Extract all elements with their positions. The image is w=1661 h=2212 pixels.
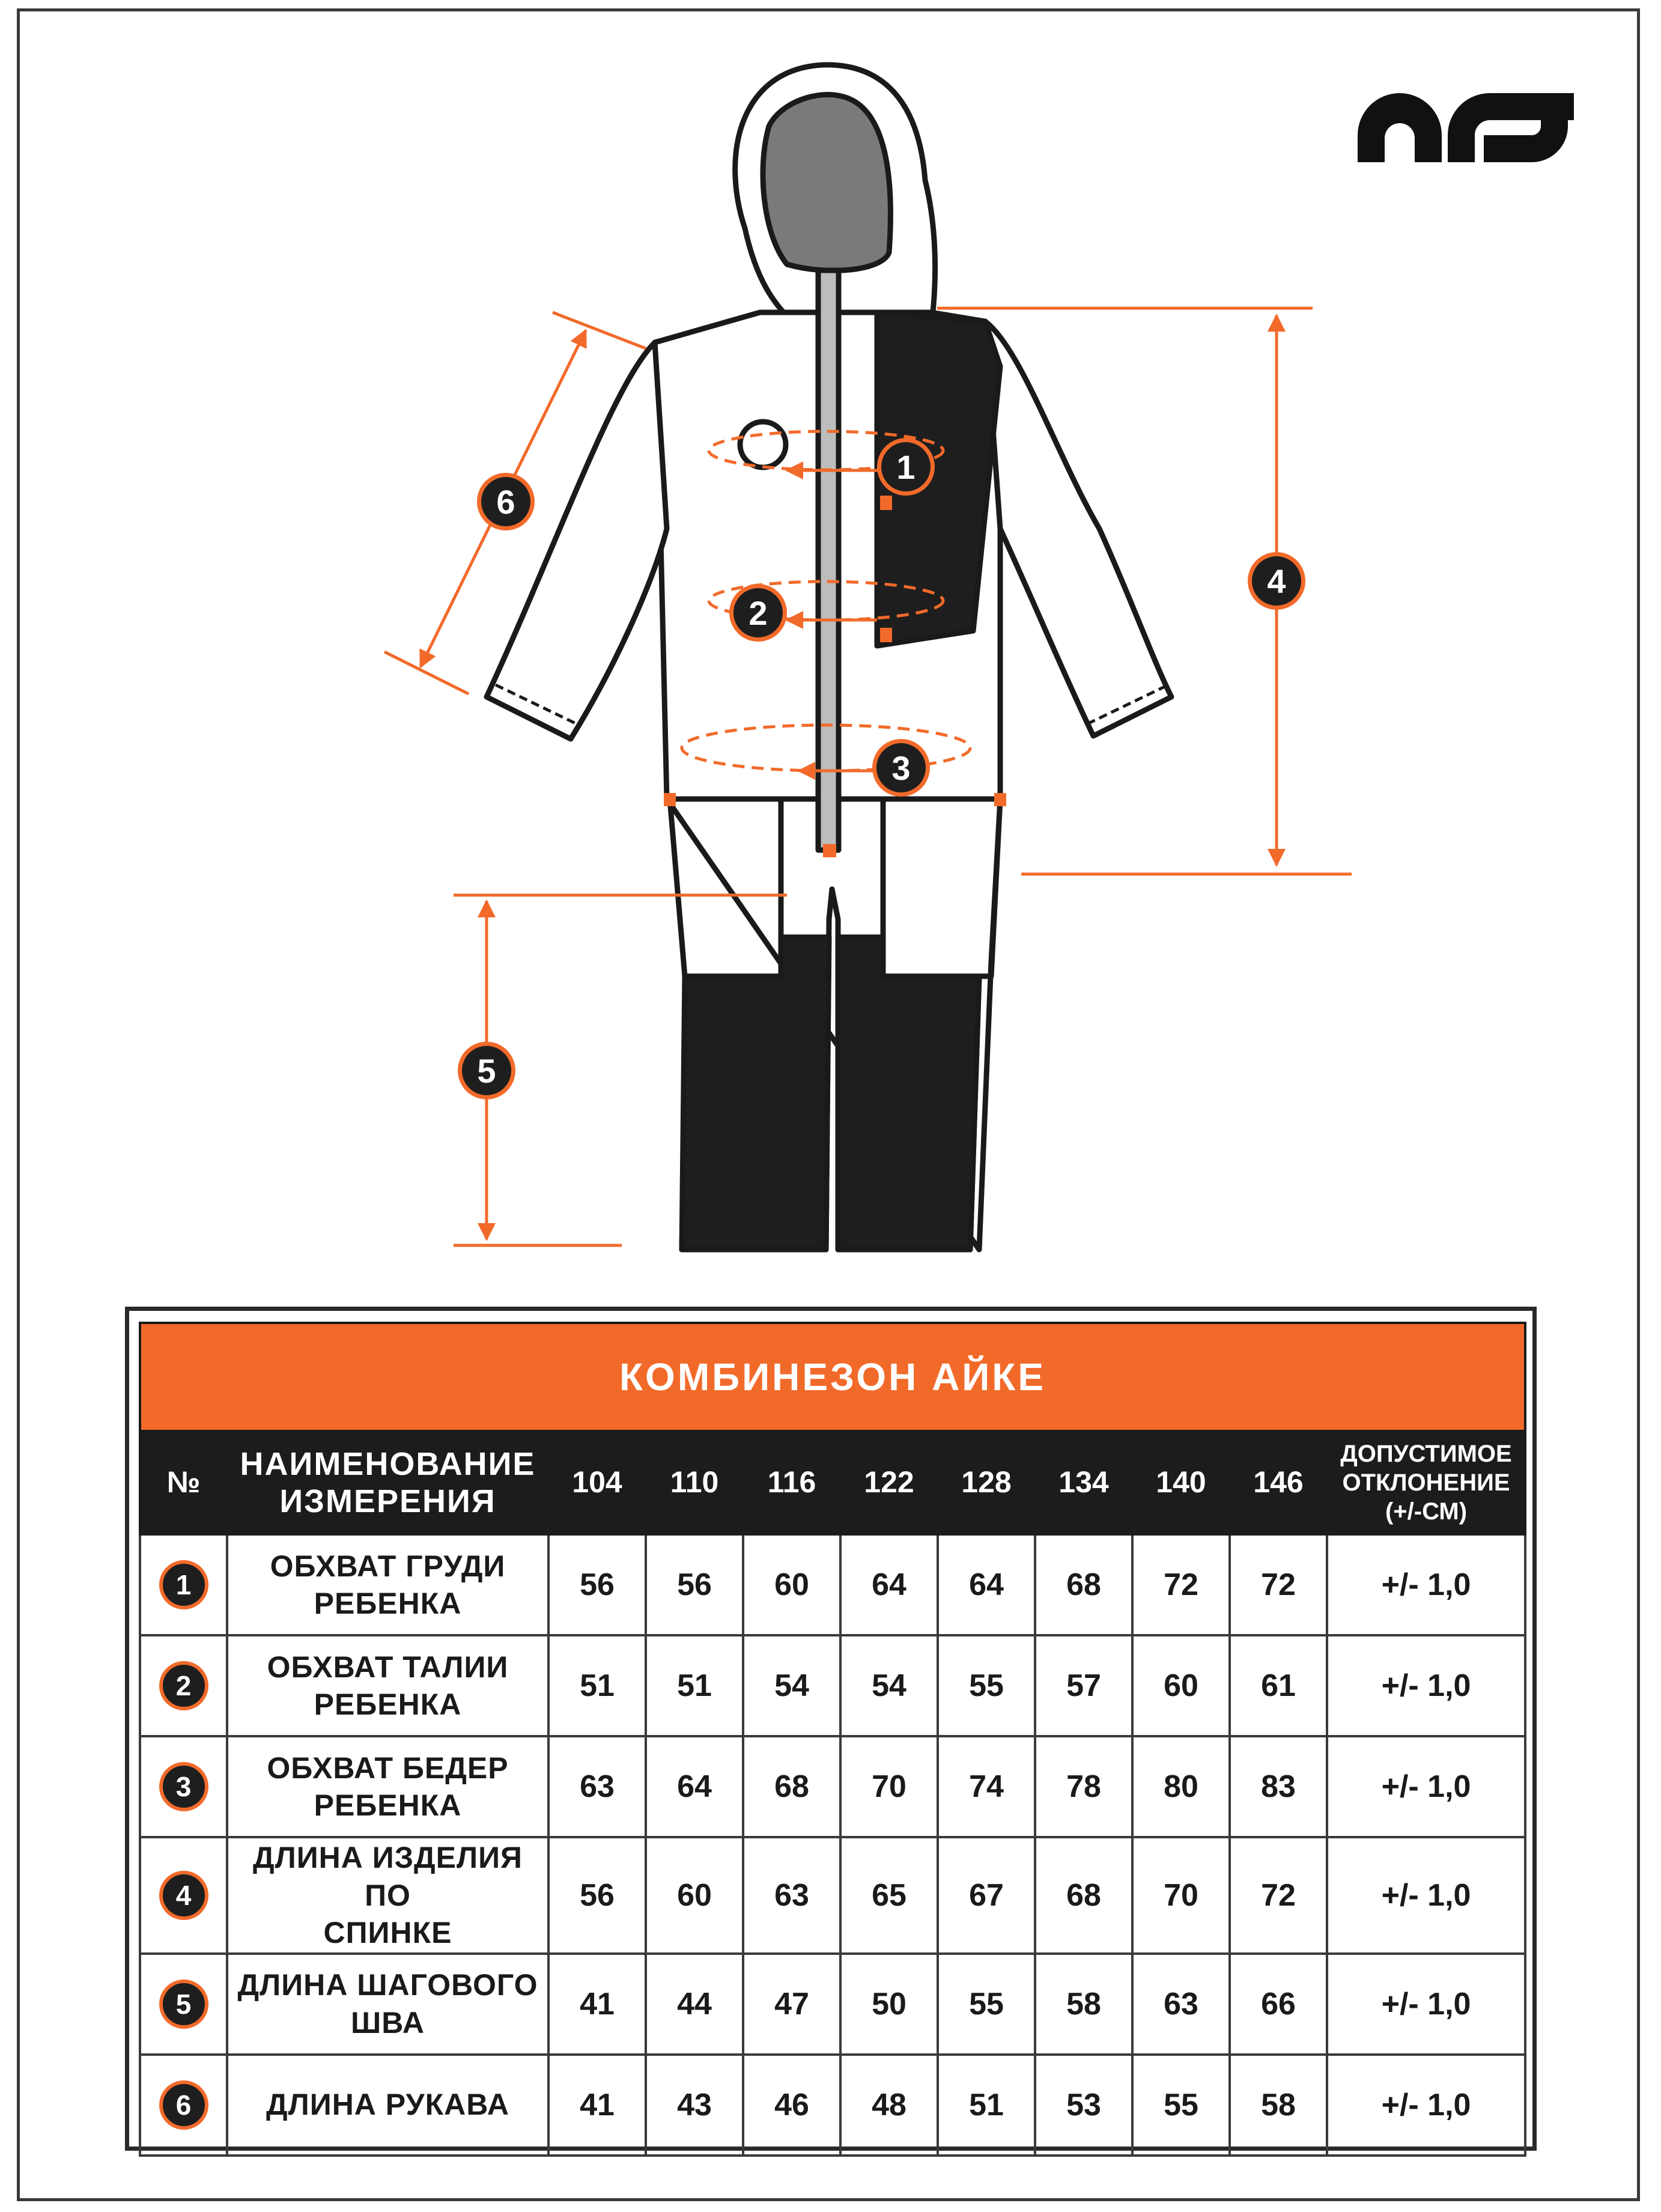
measurement-name-line: ОБХВАТ БЕДЕР xyxy=(267,1751,509,1785)
table-row xyxy=(140,1635,1525,1736)
header-size: 104 xyxy=(548,1431,646,1534)
row-number-badge: 4 xyxy=(159,1871,208,1920)
table-row xyxy=(140,1736,1525,1837)
measurement-marker-6: 6 xyxy=(477,473,535,530)
row-number xyxy=(140,2055,227,2156)
size-value: 56 xyxy=(646,1534,743,1635)
size-value: 72 xyxy=(1230,1534,1327,1635)
table-row xyxy=(140,1954,1525,2055)
table-row xyxy=(140,1837,1525,1954)
tolerance-value: +/- 1,0 xyxy=(1327,1837,1525,1954)
size-value: 68 xyxy=(1035,1534,1132,1635)
size-value: 60 xyxy=(743,1534,840,1635)
size-table xyxy=(139,1322,1526,2157)
size-value: 51 xyxy=(548,1635,646,1736)
size-value: 63 xyxy=(1132,1954,1230,2055)
size-value: 51 xyxy=(646,1635,743,1736)
row-number-badge: 3 xyxy=(159,1762,208,1811)
tolerance-value: +/- 1,0 xyxy=(1327,1736,1525,1837)
size-value: 68 xyxy=(1035,1837,1132,1954)
measurement-name xyxy=(227,2055,548,2156)
measurement-name-line: ШВА xyxy=(351,2005,425,2040)
size-value: 46 xyxy=(743,2055,840,2156)
size-value: 70 xyxy=(840,1736,938,1837)
measurement-marker-1: 1 xyxy=(877,438,935,496)
header-size: 110 xyxy=(646,1431,743,1534)
measurement-name xyxy=(227,1534,548,1635)
size-value: 43 xyxy=(646,2055,743,2156)
header-size: 146 xyxy=(1230,1431,1327,1534)
measurement-name-line: ДЛИНА ИЗДЕЛИЯ ПО xyxy=(253,1841,523,1912)
header-size: 134 xyxy=(1035,1431,1132,1534)
measurement-name-line: ДЛИНА РУКАВА xyxy=(266,2088,509,2122)
size-value: 48 xyxy=(840,2055,938,2156)
measurement-name-line: ДЛИНА ШАГОВОГО xyxy=(237,1968,538,2002)
size-value: 56 xyxy=(548,1534,646,1635)
measurement-name xyxy=(227,1736,548,1837)
measurement-name-line: РЕБЕНКА xyxy=(314,1788,462,1822)
measurement-marker-5: 5 xyxy=(458,1042,515,1099)
size-value: 64 xyxy=(938,1534,1035,1635)
tolerance-value: +/- 1,0 xyxy=(1327,1635,1525,1736)
row-number xyxy=(140,1837,227,1954)
row-number xyxy=(140,1534,227,1635)
row-number xyxy=(140,1954,227,2055)
header-number: № xyxy=(140,1431,227,1534)
size-value: 50 xyxy=(840,1954,938,2055)
size-value: 64 xyxy=(646,1736,743,1837)
row-number-badge: 2 xyxy=(159,1661,208,1710)
size-value: 78 xyxy=(1035,1736,1132,1837)
size-value: 68 xyxy=(743,1736,840,1837)
size-value: 53 xyxy=(1035,2055,1132,2156)
size-value: 67 xyxy=(938,1837,1035,1954)
size-value: 63 xyxy=(548,1736,646,1837)
header-measurement-name: НАИМЕНОВАНИЕ ИЗМЕРЕНИЯ xyxy=(227,1431,548,1534)
size-value: 72 xyxy=(1230,1837,1327,1954)
tolerance-value: +/- 1,0 xyxy=(1327,1954,1525,2055)
size-value: 74 xyxy=(938,1736,1035,1837)
measurement-name-line: РЕБЕНКА xyxy=(314,1587,462,1620)
measurement-name xyxy=(227,1837,548,1954)
size-value: 47 xyxy=(743,1954,840,2055)
size-value: 41 xyxy=(548,2055,646,2156)
size-table-frame xyxy=(125,1307,1537,2151)
row-number-badge: 1 xyxy=(159,1560,208,1609)
size-value: 65 xyxy=(840,1837,938,1954)
size-value: 55 xyxy=(938,1954,1035,2055)
size-value: 54 xyxy=(840,1635,938,1736)
measurement-marker-3: 3 xyxy=(872,739,930,797)
size-value: 72 xyxy=(1132,1534,1230,1635)
size-value: 55 xyxy=(938,1635,1035,1736)
tolerance-value: +/- 1,0 xyxy=(1327,2055,1525,2156)
table-row xyxy=(140,1534,1525,1635)
size-value: 58 xyxy=(1230,2055,1327,2156)
size-value: 60 xyxy=(1132,1635,1230,1736)
size-value: 70 xyxy=(1132,1837,1230,1954)
size-value: 58 xyxy=(1035,1954,1132,2055)
size-value: 57 xyxy=(1035,1635,1132,1736)
row-number-badge: 6 xyxy=(159,2080,208,2130)
size-value: 60 xyxy=(646,1837,743,1954)
measurement-name xyxy=(227,1635,548,1736)
size-value: 55 xyxy=(1132,2055,1230,2156)
size-value: 64 xyxy=(840,1534,938,1635)
measurement-marker-4: 4 xyxy=(1248,552,1305,610)
table-row xyxy=(140,2055,1525,2156)
row-number-badge: 5 xyxy=(159,1980,208,2029)
header-size: 140 xyxy=(1132,1431,1230,1534)
header-size: 128 xyxy=(938,1431,1035,1534)
measurement-name-line: ОБХВАТ ГРУДИ xyxy=(270,1549,506,1583)
size-value: 41 xyxy=(548,1954,646,2055)
size-value: 83 xyxy=(1230,1736,1327,1837)
tolerance-value: +/- 1,0 xyxy=(1327,1534,1525,1635)
table-header-row xyxy=(140,1431,1525,1534)
size-value: 51 xyxy=(938,2055,1035,2156)
size-value: 54 xyxy=(743,1635,840,1736)
size-value: 61 xyxy=(1230,1635,1327,1736)
table-title: КОМБИНЕЗОН АЙКЕ xyxy=(140,1323,1525,1431)
header-tolerance: ДОПУСТИМОЕ ОТКЛОНЕНИЕ (+/-СМ) xyxy=(1327,1431,1525,1534)
row-number xyxy=(140,1635,227,1736)
measurement-name-line: СПИНКЕ xyxy=(323,1916,452,1949)
measurement-name xyxy=(227,1954,548,2055)
measurement-name-line: ОБХВАТ ТАЛИИ xyxy=(267,1650,509,1684)
header-size: 116 xyxy=(743,1431,840,1534)
header-size: 122 xyxy=(840,1431,938,1534)
size-value: 80 xyxy=(1132,1736,1230,1837)
size-value: 56 xyxy=(548,1837,646,1954)
measurement-marker-2: 2 xyxy=(729,584,787,642)
measurement-name-line: РЕБЕНКА xyxy=(314,1688,462,1721)
row-number xyxy=(140,1736,227,1837)
size-value: 63 xyxy=(743,1837,840,1954)
size-value: 44 xyxy=(646,1954,743,2055)
size-value: 66 xyxy=(1230,1954,1327,2055)
